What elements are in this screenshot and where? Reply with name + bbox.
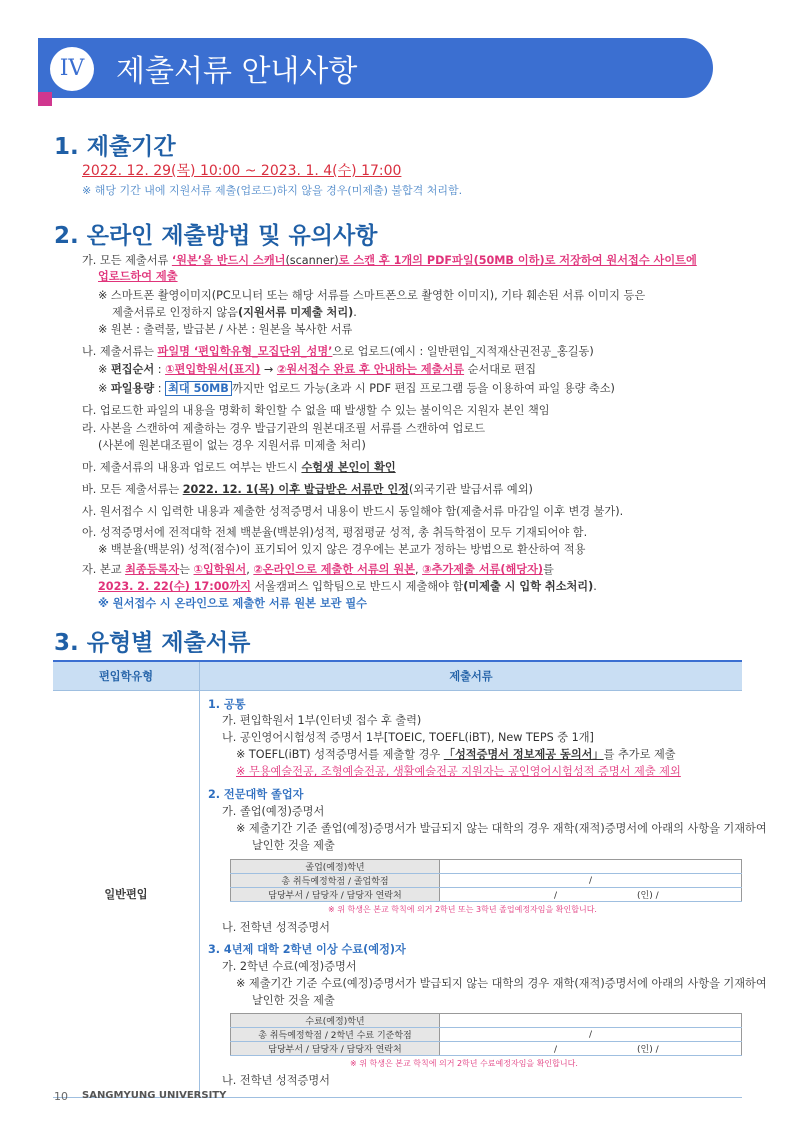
g3-confirm: ※ 위 학생은 본교 학칙에 의거 2학년 수료예정자임을 확인합니다. — [350, 1059, 578, 1068]
item-na: 나. 제출서류는 파일명 ‘편입학유형_모집단위_성명’으로 업로드(예시 : 일반편입_지적재산권전공_홍길동) — [82, 345, 594, 358]
note-original-copy: ※ 원본 : 출력물, 발급본 / 사본 : 원본을 복사한 서류 — [98, 323, 353, 336]
g1-note1: ※ TOEFL(iBT) 성적증명서를 제출할 경우 「성적증명서 정보제공 동의서」를 추가로 제출 — [236, 748, 676, 761]
item-ga: 가. 모든 제출서류 ‘원본’을 반드시 스캐너(scanner)로 스캔 후 1개의 PDF파일(50MB 이하)로 저장하여 원서접수 사이트에 — [82, 254, 697, 267]
g3-note1: ※ 제출기간 기준 수료(예정)증명서가 발급되지 않는 대학의 경우 재학(재적)증명서에 아래의 사항을 기재하여 — [236, 977, 767, 990]
note-smartphone: ※ 스마트폰 촬영이미지(PC모니터 또는 해당 서류를 스마트폰으로 촬영한 이미지), 기타 훼손된 서류 이미지 등은 — [98, 289, 646, 302]
g3-na: 나. 전학년 성적증명서 — [222, 1074, 330, 1087]
g2-na: 나. 전학년 성적증명서 — [222, 921, 330, 934]
group-university-title: 3. 4년제 대학 2학년 이상 수료(예정)자 — [208, 943, 406, 956]
footer-university: SANGMYUNG UNIVERSITY — [82, 1090, 227, 1101]
g1-na: 나. 공인영어시험성적 증명서 1부[TOEIC, TOEFL(iBT), New TEPS 중 1개] — [222, 731, 594, 744]
g3-ga: 가. 2학년 수료(예정)증명서 — [222, 960, 357, 973]
item-ba: 바. 모든 제출서류는 2022. 12. 1(목) 이후 발급받은 서류만 인정(외국기관 발급서류 예외) — [82, 483, 533, 496]
section-numeral: IV — [50, 47, 94, 91]
note-edit-order: ※ 편집순서 : ①편입학원서(표지) → ②원서접수 완료 후 안내하는 제출서류 순서대로 편집 — [98, 363, 537, 376]
heading-documents-by-type: 3. 유형별 제출서류 — [54, 630, 251, 656]
form-row: 총 취득예정학점 / 졸업학점 / — [231, 874, 742, 888]
g3-note2: 날인한 것을 제출 — [252, 994, 335, 1007]
item-ra: 라. 사본을 스캔하여 제출하는 경우 발급기관의 원본대조필 서류를 스캔하여 업로드 — [82, 422, 486, 435]
submission-note: ※ 해당 기간 내에 지원서류 제출(업로드)하지 않을 경우(미제출) 불합격 처리함. — [82, 184, 463, 197]
heading-online-method: 2. 온라인 제출방법 및 유의사항 — [54, 223, 378, 249]
g1-ga: 가. 편입학원서 1부(인터넷 접수 후 출력) — [222, 714, 422, 727]
note-file-size: ※ 파일용량 : 최대 50MB 까지만 업로드 가능(초과 시 PDF 편집 프로그램 등을 이용하여 파일 용량 축소) — [98, 382, 615, 395]
item-a-note: ※ 백분율(백분위) 성적(점수)이 표기되어 있지 않은 경우에는 본교가 정하는 방법으로 환산하여 적용 — [98, 543, 586, 556]
form-row: 졸업(예정)학년 — [231, 860, 742, 874]
col-header-type: 편입학유형 — [53, 661, 200, 691]
group-college-grad-title: 2. 전문대학 졸업자 — [208, 788, 304, 801]
g2-note1: ※ 제출기간 기준 졸업(예정)증명서가 발급되지 않는 대학의 경우 재학(재적)증명서에 아래의 사항을 기재하여 — [236, 822, 767, 835]
col-header-documents: 제출서류 — [200, 661, 743, 691]
submission-date: 2022. 12. 29(목) 10:00 ~ 2023. 1. 4(수) 17:00 — [82, 163, 402, 179]
item-ja-keep: ※ 원서접수 시 온라인으로 제출한 서류 원본 보관 필수 — [98, 597, 367, 610]
g2-ga: 가. 졸업(예정)증명서 — [222, 805, 325, 818]
form-row: 담당부서 / 담당자 / 담당자 연락처 / (인) / — [231, 888, 742, 902]
page-number: 10 — [54, 1090, 68, 1103]
item-ja-deadline: 2023. 2. 22(수) 17:00까지 서울캠퍼스 입학팀으로 반드시 제출해야 함(미제출 시 입학 취소처리). — [98, 580, 597, 593]
item-ja: 자. 본교 최종등록자는 ①입학원서, ②온라인으로 제출한 서류의 원본, ③추가제출 서류(해당자)를 — [82, 563, 554, 576]
item-ga-cont: 업로드하여 제출 — [98, 270, 178, 283]
type-general-transfer: 일반편입 — [53, 691, 200, 1098]
form-row: 총 취득예정학점 / 2학년 수료 기준학점 / — [231, 1028, 742, 1042]
item-da: 다. 업로드한 파일의 내용을 명확히 확인할 수 없을 때 발생할 수 있는 불이익은 지원자 본인 책임 — [82, 404, 550, 417]
documents-table — [53, 660, 767, 1098]
item-ra-cont: (사본에 원본대조필이 없는 경우 지원서류 미제출 처리) — [98, 439, 366, 452]
group-common-title: 1. 공통 — [208, 698, 246, 711]
g1-note2: ※ 무용예술전공, 조형예술전공, 생활예술전공 지원자는 공인영어시험성적 증명서 제출 제외 — [236, 765, 681, 778]
g2-confirm: ※ 위 학생은 본교 학칙에 의거 2학년 또는 3학년 졸업예정자임을 확인합니다. — [328, 905, 597, 914]
item-ma: 마. 제출서류의 내용과 업로드 여부는 반드시 수험생 본인이 확인 — [82, 461, 396, 474]
g3-form-table — [230, 1013, 742, 1056]
g2-form-table — [230, 859, 742, 902]
section-title: 제출서류 안내사항 — [116, 54, 358, 89]
banner-accent — [38, 92, 52, 106]
item-sa: 사. 원서접수 시 입력한 내용과 제출한 성적증명서 내용이 반드시 동일해야 함(제출서류 마감일 이후 변경 불가). — [82, 505, 624, 518]
documents-cell — [200, 691, 767, 1098]
heading-submission-period: 1. 제출기간 — [54, 134, 176, 160]
form-row: 수료(예정)학년 — [231, 1014, 742, 1028]
form-row: 담당부서 / 담당자 / 담당자 연락처 / (인) / — [231, 1042, 742, 1056]
note-not-accepted: 제출서류로 인정하지 않음(지원서류 미제출 처리). — [112, 306, 357, 319]
g2-note2: 날인한 것을 제출 — [252, 839, 335, 852]
item-a: 아. 성적증명서에 전적대학 전체 백분율(백분위)성적, 평점평균 성적, 총 취득학점이 모두 기재되어야 함. — [82, 526, 588, 539]
